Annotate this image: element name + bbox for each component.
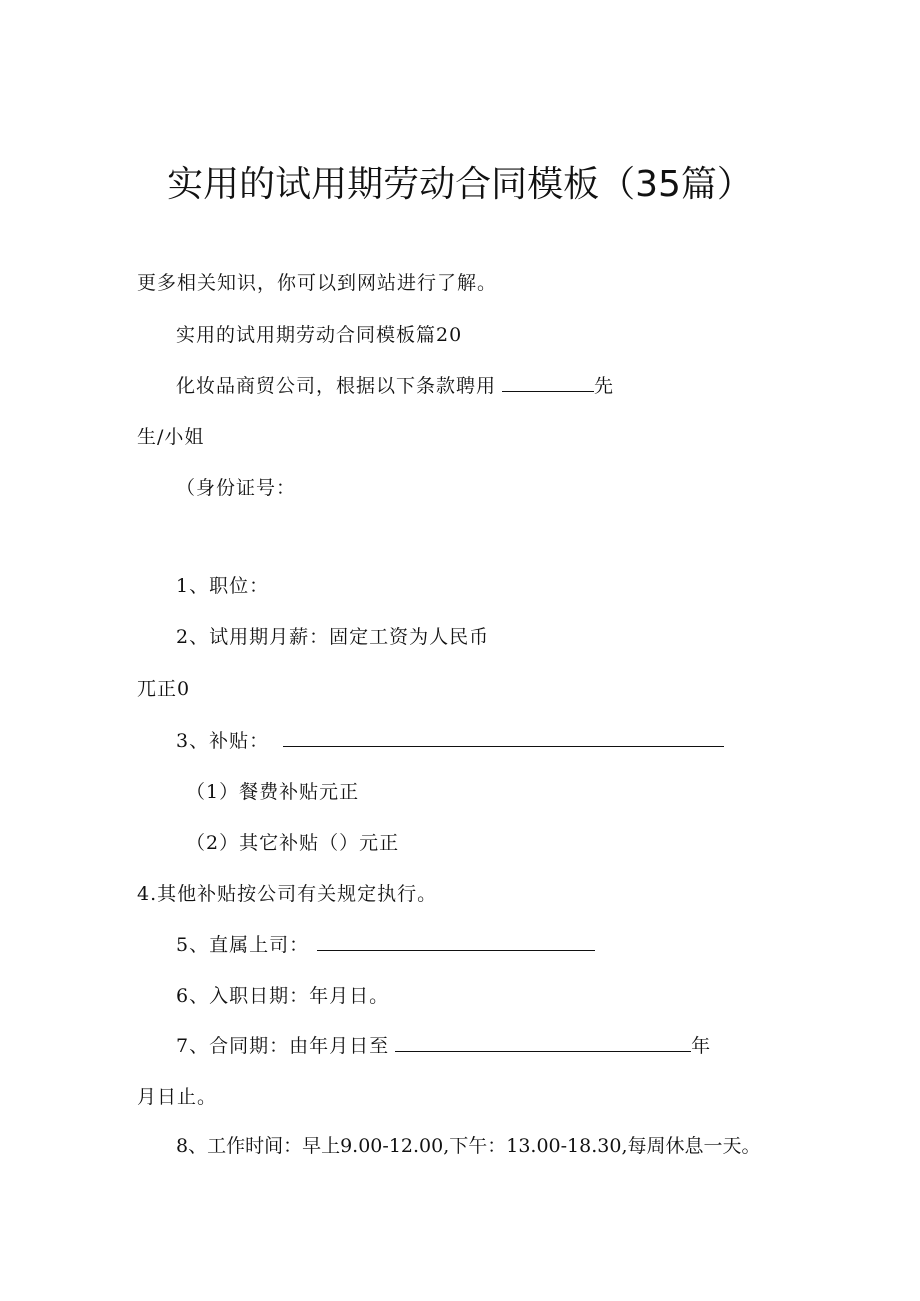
item-allowance-label: 3、补贴： (176, 730, 270, 752)
item-start-date: 6、入职日期：年月日。 (176, 985, 390, 1007)
item-allowance-other: （2）其它补贴（）元正 (186, 832, 400, 854)
item-salary-continued: 兀正0 (137, 678, 191, 700)
contract-end-blank (395, 1033, 691, 1052)
item-contract-period-suffix: 年 (691, 1035, 712, 1057)
item-allowance-meal: （1）餐费补贴元正 (186, 781, 360, 803)
item-salary: 2、试用期月薪：固定工资为人民币 (176, 626, 490, 648)
item-contract-period-label: 7、合同期：由年月日至 (176, 1035, 390, 1057)
employer-line-prefix: 化妆品商贸公司，根据以下条款聘用 (176, 375, 497, 397)
supervisor-blank (317, 932, 595, 951)
employer-line-continued: 生/小姐 (137, 426, 205, 448)
item-contract-period (176, 1033, 711, 1059)
employer-line-suffix: 先 (594, 375, 615, 397)
item-allowance (176, 728, 724, 754)
item-working-hours: 8、工作时间：早上9.00-12.00,下午：13.00-18.30,每周休息一天。 (176, 1135, 761, 1157)
section-heading: 实用的试用期劳动合同模板篇20 (176, 324, 463, 346)
intro-text: 更多相关知识，你可以到网站进行了解。 (137, 272, 498, 294)
item-other-allowance-policy: 4.其他补贴按公司有关规定执行。 (137, 883, 438, 905)
employer-line (176, 373, 614, 399)
name-blank (502, 373, 594, 392)
item-contract-period-continued: 月日止。 (137, 1086, 218, 1108)
allowance-blank (283, 728, 724, 747)
item-supervisor-label: 5、直属上司： (176, 934, 310, 956)
document-title: 实用的试用期劳动合同模板（35篇） (167, 164, 753, 205)
id-number-line: （身份证号： (176, 477, 297, 499)
item-supervisor (176, 932, 595, 958)
item-position: 1、职位： (176, 575, 270, 597)
